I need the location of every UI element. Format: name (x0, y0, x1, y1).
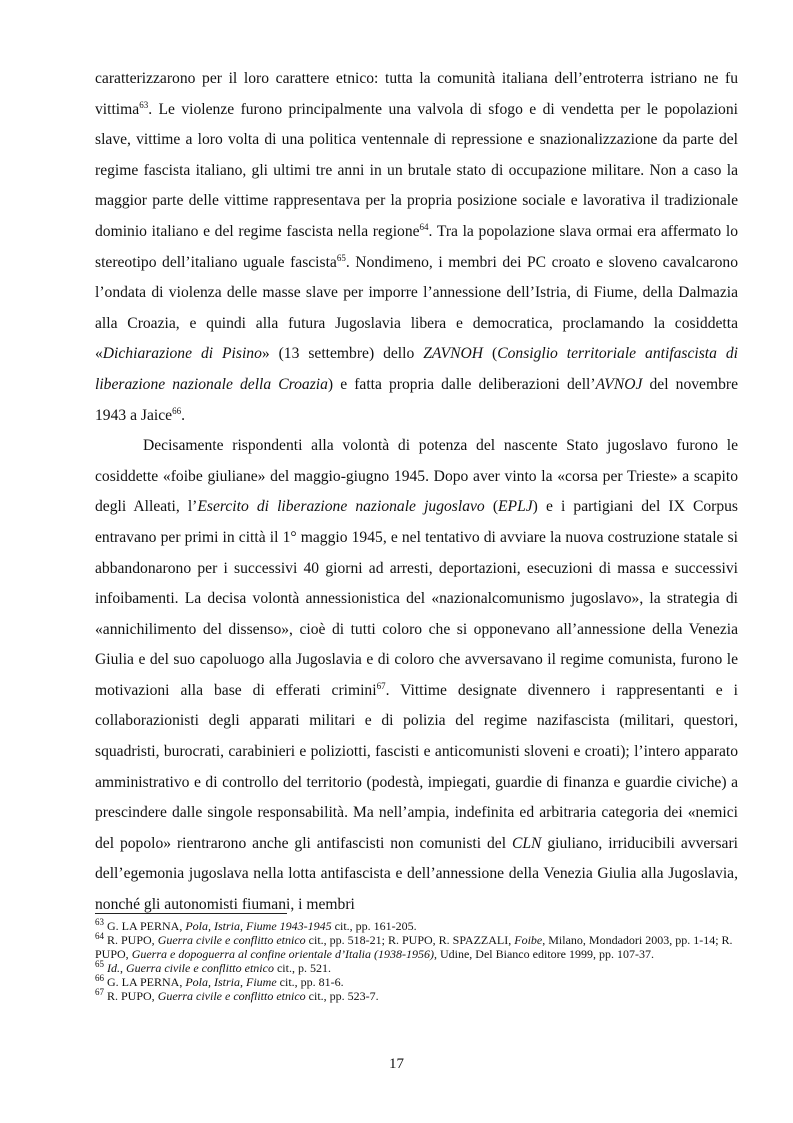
footnote-marker: 65 (336, 252, 346, 263)
italic-text: Id. (107, 961, 120, 975)
footnotes (95, 919, 745, 1003)
italic-text: Pola, Istria, Fiume 1943-1945 (185, 919, 332, 933)
italic-text: AVNOJ (595, 375, 643, 393)
footnote-marker: 66 (172, 405, 182, 416)
italic-text: Esercito di liberazione nazionale jugoslavo (197, 498, 485, 516)
footnote-marker: 63 (139, 99, 149, 110)
footnote-marker: 63 (95, 917, 104, 927)
footnote: $^{65}$ Id., Guerra civile e conflitto etnico cit., p. 521. (95, 959, 331, 975)
footnote: $^{63}$ G. LA PERNA, Pola, Istria, Fiume 1943-1945 cit., pp. 161-205. (95, 917, 417, 933)
footnote-marker: 67 (95, 987, 104, 997)
footnote-marker: 67 (376, 680, 386, 691)
page-number: 17 (389, 1056, 404, 1072)
footnote: $^{64}$ R. PUPO, Guerra civile e conflitto etnico cit., pp. 518-21; R. PUPO, R. SPAZZALI, Foibe, Milano, Mondadori 2003, pp. 1-14; R. PUPO, Guerra e dopoguerra al confine orientale d’Italia (1938-1956), Udine, Del Bianco editore 1999, pp. 107-37. (95, 931, 733, 961)
italic-text: Pola, Istria, Fiume (185, 975, 277, 989)
italic-text: ZAVNOH (423, 345, 484, 363)
footnote: $^{66}$ G. LA PERNA, Pola, Istria, Fiume cit., pp. 81-6. (95, 973, 344, 989)
footnote: $^{67}$ R. PUPO, Guerra civile e conflitto etnico cit., pp. 523-7. (95, 987, 379, 1003)
footnote-marker: 65 (95, 959, 104, 969)
italic-text: Guerra civile e conflitto etnico (157, 989, 306, 1003)
paragraph: Decisamente rispondenti alla volontà di potenza del nascente Stato jugoslavo furono le cosiddette «foibe giuliane» del maggio-giugno 1945. Dopo aver vinto la «corsa per Trieste» a scapito degli Alleati, l’Esercito di liberazione nazionale jugoslavo (EPLJ) e i partigiani del IX Corpus entravano per primi in città il 1° maggio 1945, e nel tentativo di avviare la nuova costruzione statale si abbandonarono per i successivi 40 giorni ad arresti, deportazioni, esecuzioni di massa e successivi infoibamenti. La decisa volontà annessionistica del «nazionalcomunismo jugoslavo», la strategia di «annichilimento del dissenso», cioè di tutti coloro che si opponevano all’annessione della Venezia Giulia e del suo capoluogo alla Jugoslavia e di coloro che avversavano il regime comunista, furono le motivazioni alla base di efferati crimini$^{67}$. Vittime designate divennero i rappresentanti e i collaborazionisti degli apparati militari e di polizia del regime nazifascista (militari, questori, squadristi, burocrati, carabinieri e poliziotti, fascisti e anticomunisti sloveni e croati); l’intero apparato amministrativo e di controllo del territorio (podestà, impiegati, guardie di finanza e guardie civiche) a prescindere dalle singole responsabilità. Ma nell’ampia, indefinita ed arbitraria categoria dei «nemici del popolo» rientrarono anche gli antifascisti non comunisti del CLN giuliano, irriducibili avversari dell’egemonia jugoslava nella lotta antifascista e dell’annessione della Venezia Giulia alla Jugoslavia, nonché gli autonomisti fiumani, i membri (95, 437, 739, 914)
italic-text: CLN (511, 834, 542, 852)
italic-text: Guerra civile e conflitto etnico (126, 961, 274, 975)
italic-text: EPLJ (498, 498, 533, 516)
italic-text: Guerra civile e conflitto etnico (157, 933, 306, 947)
footnote-marker: 64 (419, 221, 429, 232)
italic-text: Dichiarazione di Pisino (102, 345, 262, 363)
footnote-marker: 66 (95, 973, 104, 983)
italic-text: Foibe (514, 933, 543, 947)
italic-text: Consiglio territoriale antifascista di liberazione nazionale della Croazia (95, 345, 738, 393)
body-text (95, 64, 738, 921)
paragraph: caratterizzarono per il loro carattere etnico: tutta la comunità italiana dell’entroterra istriano ne fu vittima$^{63}$. Le violenze furono principalmente una valvola di sfogo e di vendetta per le popolazioni slave, vittime a loro volta di una politica ventennale di repressione e snazionalizzazione da parte del regime fascista italiano, gli ultimi tre anni in un brutale stato di occupazione militare. Non a caso la maggior parte delle vittime rappresentava per la propria posizione sociale e lavorativa il tradizionale dominio italiano e del regime fascista nella regione$^{64}$. Tra la popolazione slava ormai era affermato lo stereotipo dell’italiano uguale fascista$^{65}$. Nondimeno, i membri dei PC croato e sloveno cavalcarono l’ondata di violenza delle masse slave per imporre l’annessione dell’Istria, di Fiume, della Dalmazia alla Croazia, e quindi alla futura Jugoslavia libera e democratica, proclamando la cosiddetta «Dichiarazione di Pisino» (13 settembre) dello ZAVNOH (Consiglio territoriale antifascista di liberazione nazionale della Croazia) e fatta propria dalle deliberazioni dell’AVNOJ del novembre 1943 a Jaice$^{66}$. (95, 70, 738, 424)
footnote-separator (95, 913, 287, 914)
italic-text: Guerra e dopoguerra al confine orientale d’Italia (1938-1956) (131, 947, 434, 961)
footnote-marker: 64 (95, 931, 104, 941)
